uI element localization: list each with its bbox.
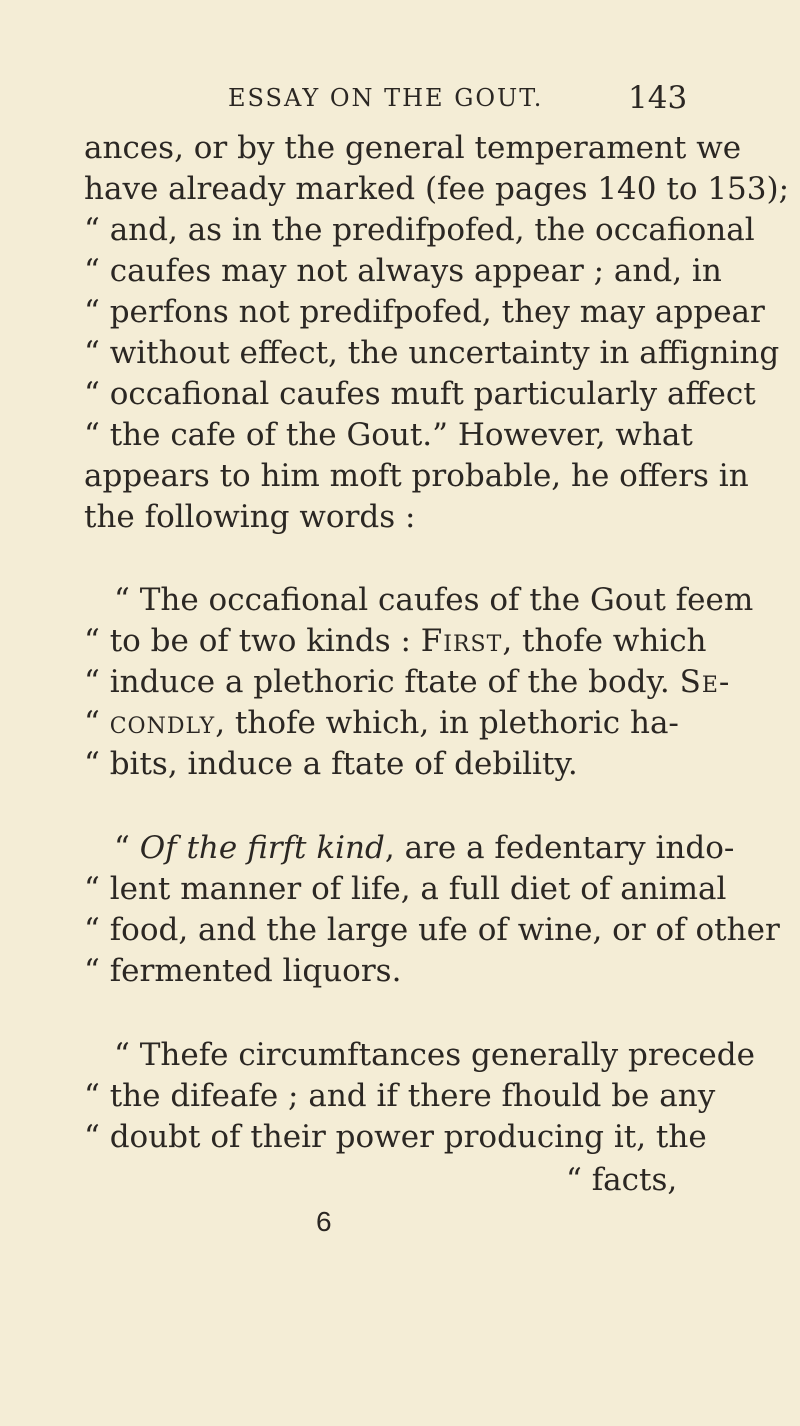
text-line: “ perfons not predifpofed, they may appear	[84, 294, 765, 330]
page-number: 143	[628, 80, 688, 116]
text-line: “ doubt of their power producing it, the	[84, 1119, 707, 1155]
text-line: “ and, as in the predifpofed, the occafional	[84, 212, 755, 248]
text-line: ances, or by the general temperament we	[84, 130, 742, 166]
italic-phrase: Of the firft kind	[139, 830, 385, 866]
signature-mark: 6	[316, 1206, 332, 1237]
text-line: “ The occafional caufes of the Gout feem	[114, 582, 754, 618]
text-line: “ fermented liquors.	[84, 953, 402, 989]
text-line: “ Thefe circumftances generally precede	[114, 1037, 755, 1073]
text-line: “ condly, thofe which, in plethoric ha-	[84, 705, 679, 741]
text-line: “ food, and the large ufe of wine, or of other	[84, 912, 780, 948]
catchword: “ facts,	[566, 1162, 678, 1198]
small-caps-word: First	[420, 623, 503, 659]
text-line: “ lent manner of life, a full diet of animal	[84, 871, 727, 907]
text-line: “ the difeafe ; and if there fhould be any	[84, 1078, 716, 1114]
small-caps-word: condly	[109, 705, 216, 741]
text-line: the following words :	[84, 499, 416, 535]
text-line: “ induce a plethoric ftate of the body. Se-	[84, 664, 731, 700]
text-line: appears to him moft probable, he offers in	[84, 458, 749, 494]
text-line: “ caufes may not always appear ; and, in	[84, 253, 722, 289]
text-line: “ occafional caufes muft particularly affect	[84, 376, 756, 412]
running-header	[228, 80, 728, 116]
text-line: have already marked (fee pages 140 to 153);	[84, 171, 790, 207]
text-line: “ the cafe of the Gout.” However, what	[84, 417, 693, 453]
text-line: “ to be of two kinds : First, thofe which	[84, 623, 707, 659]
small-caps-word: Se-	[679, 664, 731, 700]
text-line: “ bits, induce a ftate of debility.	[84, 746, 578, 782]
text-line: “ Of the firft kind, are a fedentary indo-	[114, 830, 735, 866]
running-title: ESSAY ON THE GOUT.	[228, 84, 544, 112]
text-line: “ without effect, the uncertainty in affigning	[84, 335, 780, 371]
